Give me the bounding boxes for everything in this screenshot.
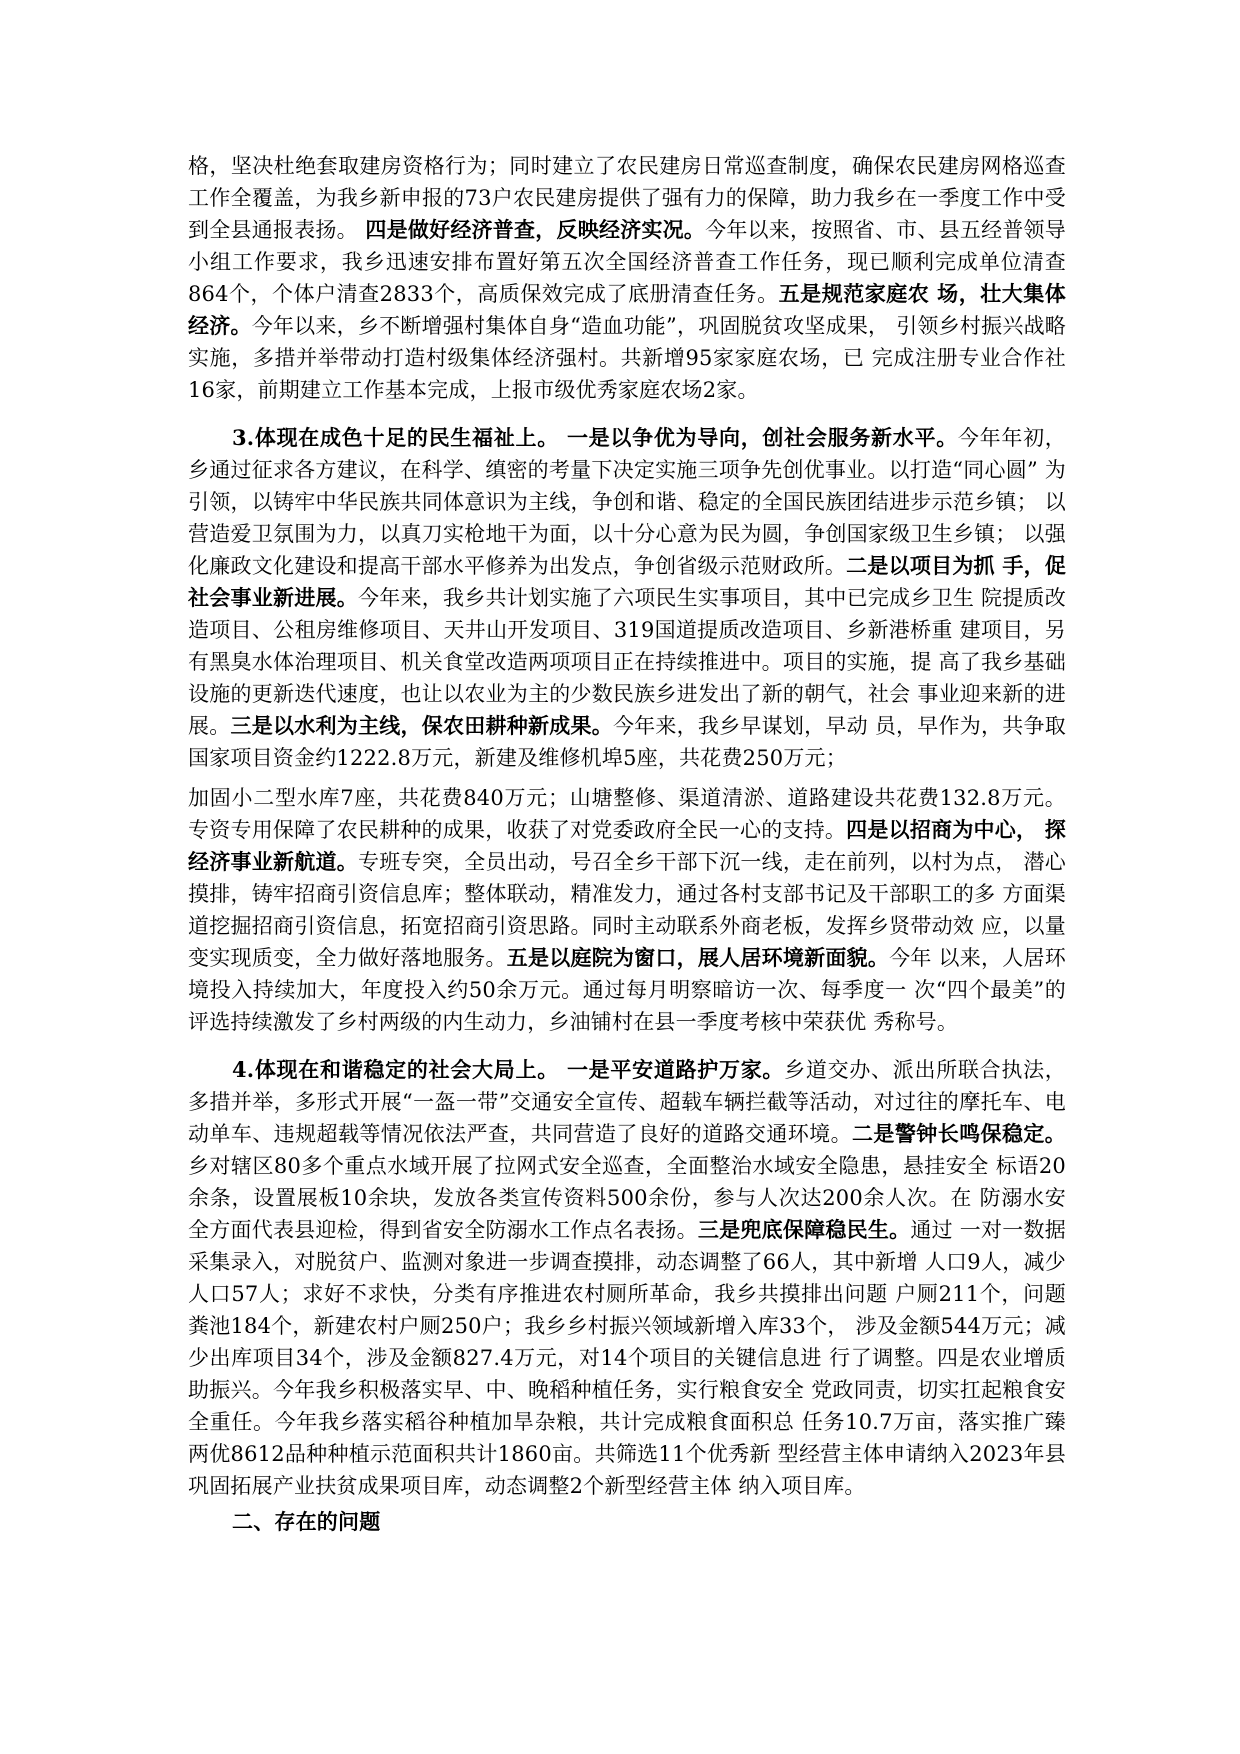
bold-run: 二是以项目为抓 手，促社会事业新进展。	[188, 553, 1066, 610]
text-run: 通过 一对一数据采集录入，对脱贫户、监测对象进一步调查摸排，动态调整了66人，其中新增 人口9人，减少人口57人；求好不求快，分类有序推进农村厕所革命，我乡共摸排出问题 户厕211个，问题粪池184个，新建农村户厕250户；我乡乡村振兴领域新增入库33个， 涉及金额544万元；减少出库项目34个，涉及金额827.4万元，对14个项目的关键信息进 行了调整。四是农业增质助振兴。今年我乡积极落实早、中、晚稻种植任务，实行粮食安全 党政同责，切实扛起粮食安全重任。今年我乡落实稻谷种植加旱杂粮，共计完成粮食面积总 任务10.7万亩，落实推广臻两优8612品种种植示范面积共计1860亩。共筛选11个优秀新 型经营主体申请纳入2023年县巩固拓展产业扶贫成果项目库，动态调整2个新型经营主体 纳入项目库。	[188, 1218, 1066, 1498]
bold-run: 五是规范家庭农 场，壮大集体经济。	[188, 281, 1066, 338]
bold-run: 二是警钟长鸣保稳定。	[852, 1121, 1066, 1146]
text-run: 今年以来，乡不断增强村集体自身“造血功能”，巩固脱贫攻坚成果， 引领乡村振兴战略实施，多措并举带动打造村级集体经济强村。共新增95家家庭农场，已 完成注册专业合作社16家，前期建立工作基本完成，上报市级优秀家庭农场2家。	[188, 314, 1066, 402]
bold-run: 四是以招商为中心， 探经济事业新航道。	[188, 817, 1066, 874]
text-run: 格，坚决杜绝套取建房资格行为；同时建立了农民建房日常巡查制度，确保农民建房网格巡查工作全覆盖，为我乡新申报的73户农民建房提供了强有力的保障，助力我乡在一季度工作中受到全县通报表扬。	[188, 154, 1066, 242]
text-run: 乡道交办、派出所联合执法，多措并举，多形式开展“一盔一带”交通安全宣传、超载车辆拦截等活动，对过往的摩托车、电动单车、违规超载等情况依法严查，共同营造了良好的道路交通环境。	[188, 1058, 1066, 1146]
text-run: 今年以来，按照省、市、县五经普领导小组工作要求，我乡迅速安排布置好第五次全国经济普查工作任务，现已顺利完成单位清查864个，个体户清查2833个，高质保效完成了底册清查任务。	[188, 218, 1066, 306]
bold-run: 四是做好经济普查，反映经济实况。	[357, 217, 706, 242]
bold-run: 三是以水利为主线，保农田耕种新成果。	[230, 713, 613, 738]
bold-run: 4.体现在和谐稳定的社会大局上。 一是平安道路护万家。	[232, 1057, 785, 1082]
text-run: 今年来，我乡早谋划，早动 员，早作为，共争取国家项目资金约1222.8万元，新建及维修机埠5座，共花费250万元；	[188, 714, 1066, 770]
document-body	[188, 150, 1066, 1554]
text-run: 今年年初，乡通过征求各方建议，在科学、缜密的考量下决定实施三项争先创优事业。以打造“同心圆” 为引领，以铸牢中华民族共同体意识为主线，争创和谐、稳定的全国民族团结进步示范乡镇； 以营造爱卫氛围为力，以真刀实枪地干为面，以十分心意为民为圆，争创国家级卫生乡镇； 以强化廉政文化建设和提高干部水平修养为出发点，争创省级示范财政所。	[188, 426, 1067, 578]
paragraph-stability	[188, 1054, 1066, 1502]
text-run: 乡对辖区80多个重点水域开展了拉网式安全巡查，全面整治水域安全隐患，悬挂安全 标语20余条，设置展板10余块，发放各类宣传资料500余份，参与人次达200余人次。在 防溺水安全方面代表县迎检，得到省安全防溺水工作点名表扬。	[188, 1154, 1066, 1242]
section-heading-problems: 二、存在的问题	[232, 1509, 381, 1534]
text-run: 今年 以来，人居环境投入持续加大，年度投入约50余万元。通过每月明察暗访一次、每季度一 次“四个最美”的评选持续激发了乡村两级的内生动力，乡油铺村在县一季度考核中荣获优 秀称号。	[188, 946, 1066, 1034]
bold-run: 五是以庭院为窗口，展人居环境新面貌。	[506, 945, 890, 970]
bold-run: 三是兜底保障稳民生。	[697, 1217, 911, 1242]
bold-run: 3.体现在成色十足的民生福祉上。 一是以争优为导向，创社会服务新水平。	[232, 425, 958, 450]
text-run: 今年来，我乡共计划实施了六项民生实事项目，其中已完成乡卫生 院提质改造项目、公租房维修项目、天井山开发项目、319国道提质改造项目、乡新港桥重 建项目，另有黑臭水体治理项目、机关食堂改造两项项目正在持续推进中。项目的实施，提 高了我乡基础设施的更新迭代速度，也让以农业为主的少数民族乡进发出了新的朝气，社会 事业迎来新的进展。	[188, 586, 1066, 738]
text-run: 专班专突，全员出动，号召全乡干部下沉一线，走在前列，以村为点， 潜心摸排，铸牢招商引资信息库；整体联动，精准发力，通过各村支部书记及干部职工的多 方面渠道挖掘招商引资信息，拓宽招商引资思路。同时主动联系外商老板，发挥乡贤带动效 应，以量变实现质变，全力做好落地服务。	[188, 850, 1066, 970]
text-run: 加固小二型水库7座，共花费840万元；山塘整修、渠道清淤、道路建设共花费132.8万元。 专资专用保障了农民耕种的成果，收获了对党委政府全民一心的支持。	[188, 786, 1066, 842]
paragraph-livelihood	[188, 422, 1066, 774]
paragraph-economy-census	[188, 150, 1066, 406]
paragraph-investment	[188, 782, 1066, 1038]
